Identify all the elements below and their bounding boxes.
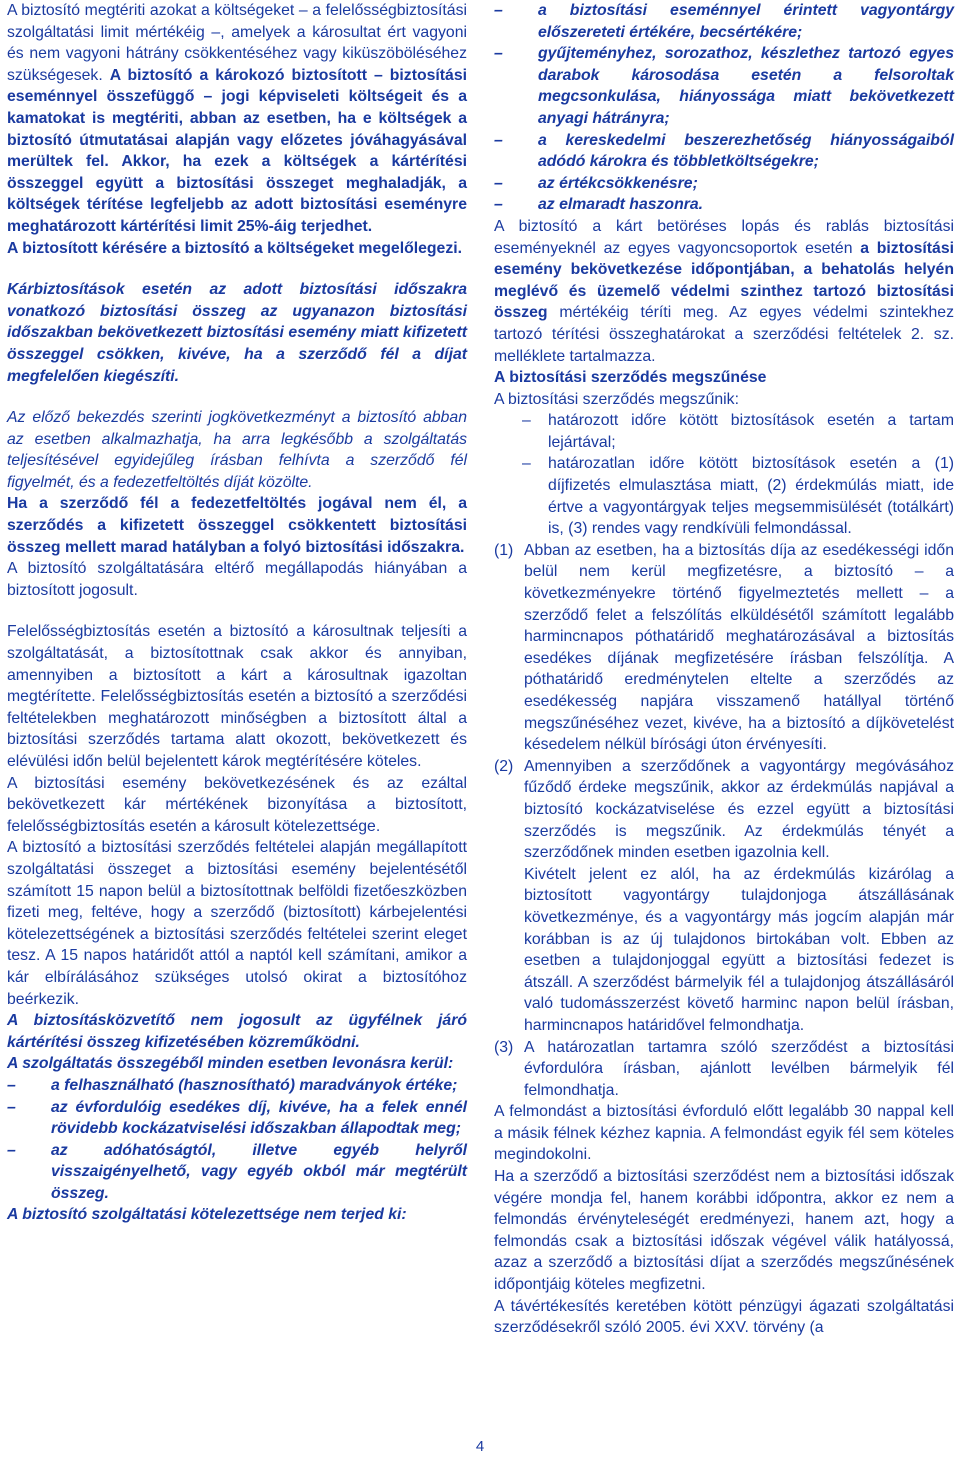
list-item	[494, 173, 954, 195]
termination-list	[494, 410, 954, 540]
left-column	[7, 0, 467, 1226]
item-text: A határozatlan tartamra szóló szerződést a biztosítási évfordulóra írásban, ajánlott levélben bármelyik fél felmondhatja.	[524, 1038, 954, 1099]
paragraph-termination-intro: A biztosítási szerződés megszűnik:	[494, 390, 739, 408]
paragraph-cost-reimbursement	[7, 0, 467, 238]
paragraph-text: A biztosító megtériti azokat a költségeket – a felelősségbiztosítási szolgáltatási limit mértékéig –, amelyek a károsultat ért vagyoni és nem vagyoni hátrány csökkentéséhez vagy kiküszöböléséhez szükségesek.	[7, 2, 467, 84]
paragraph-payment-deadline: A biztosító a biztosítási szerződés feltételei alapján megállapított szolgáltatási összeget a biztosítási esemény bejelentésétől számított 15 napon belül a biztosítottnak belföldi fizetőeszközben fizeti meg, feltéve, hogy a szerződő (biztosított) kárbejelentési kötelezettségének a biztosítási szerződés feltételei szerint eleget tesz. A 15 napos határidőt attól a naptól kell számítani, amikor a kár elbírálásához szükséges utolsó okirat a biztosítóhoz beérkezik.	[7, 839, 467, 1008]
paragraph-text: mértékéig téríti meg. Az egyes védelmi szintekhez tartozó térítési összeghatárokat a szerződési feltételek 2. sz. melléklete tartalmazza.	[494, 304, 954, 365]
paragraph-text: A biztosító a kárt betöréses lopás és rablás biztosítási eseményeknél az egyes vagyoncsoportok esetén	[494, 217, 954, 257]
list-item	[494, 194, 954, 216]
paragraph-early-termination: Ha a szerződő a biztosítási szerződést nem a biztosítási időszak végére mondja fel, hanem korábbi időpontra, akkor ez nem a felmondás érvényteleségét eredményezi, hanem azt, hogy a felmondás csak a biztosítási időszak végével válik hatályossá, azaz a szerződő a biztosítási díjat a szerződés megszűnésének időpontjáig köteles megfizetni.	[494, 1168, 954, 1294]
paragraph-burden-of-proof: A biztosítási esemény bekövetkezésének és az ezáltal bekövetkezett kár mértékének bizonyítása a biztosított, felelősségbiztosítás esetén a károsult kötelezettsége.	[7, 774, 467, 835]
deductions-list	[7, 1075, 467, 1205]
list-item	[494, 43, 954, 129]
section-heading: A biztosítási szerződés megszűnése	[494, 369, 767, 387]
paragraph-burglary-limit	[494, 216, 954, 367]
paragraph-notice-period: A felmondást a biztosítási évforduló előtt legalább 30 nappal kell a másik félnek kézhez kapnia. A felmondást egyik fél sem köteles megindokolni.	[494, 1103, 954, 1164]
list-item-text: az évfordulóig esedékes díj, kivéve, ha a felek ennél rövidebb kockázatviselési időszakban állapodtak meg;	[51, 1098, 467, 1138]
paragraph-intermediary: A biztosításközvetítő nem jogosult az ügyfélnek járó kártérítési összeg kifizetésében közreműködni.	[7, 1012, 467, 1051]
list-item-text: az értékcsökkenésre;	[538, 174, 698, 192]
list-item	[494, 0, 954, 43]
dash-marker: –	[7, 1098, 16, 1116]
list-item-text: az adóhatóságtól, illetve egyéb helyről visszaigényelhető, vagy egyéb okból már megtérült összeg.	[51, 1141, 467, 1202]
dash-marker: –	[494, 196, 503, 214]
dash-marker: –	[522, 412, 531, 430]
list-item-text: az elmaradt haszonra.	[538, 196, 704, 214]
list-item-text: határozott időre kötött biztosítások esetén a tartam lejártával;	[548, 412, 954, 451]
numbered-item-2	[494, 756, 954, 864]
numbered-item-1	[494, 540, 954, 756]
list-item-text: a kereskedelmi beszerezhetőség hiányosságaiból adódó károkra és többletköltségekre;	[538, 131, 954, 171]
paragraph-text: Felelősségbiztosítás esetén a biztosító a szerződési feltételekben meghatározott minőségben a biztosított által a biztosítási szerződés tartama alatt okozott, bekövetkezett és elévülési időn belül bejelentett károk megtérítésére köteles.	[7, 688, 467, 770]
numbered-item-2-continuation: Kivételt jelent ez alól, ha az érdekmúlás kizárólag a biztosított vagyontárgy tulajdonjoga átszállásának következménye, és a vagyontárgy más jogcím alapján már korábban is az új tulajdonos birtokában volt. Ebben az esetben a tulajdonjoggal együtt a biztosítási fedezet is átszáll. A szerződést bármelyik fél a tulajdonjog átszállásáról való tudomásszerzést követő harminc napon belül írásban, harmincnapos határidővel felmondhatja.	[524, 865, 954, 1034]
item-number: (3)	[494, 1038, 514, 1056]
list-item	[7, 1075, 467, 1097]
list-item-text: a biztosítási eseménnyel érintett vagyontárgy előszereteti értékére, becsértékére;	[538, 2, 954, 41]
paragraph-text: Felelősségbiztosítás esetén a biztosító a károsultnak teljesíti a szolgáltatását, a biztosítottnak csak akkor és annyiban, amennyiben a biztosított a kárt a károsultnak igazoltan megtérítette.	[7, 623, 467, 706]
list-item	[494, 130, 954, 173]
dash-marker: –	[7, 1076, 16, 1094]
dash-marker: –	[494, 131, 503, 149]
item-number: (1)	[494, 541, 514, 559]
paragraph-distance-selling: A távértékesítés keretében kötött pénzügyi ágazati szolgáltatási szerződésekről szóló 2005. évi XXV. törvény (a	[494, 1297, 954, 1337]
list-item	[494, 453, 954, 539]
list-item-text: gyűjteményhez, sorozathoz, készlethez tartozó egyes darabok károsodása esetén a felsoroltak megcsonkulása, hiányossága miatt bekövetkezett anyagi hátrányra;	[538, 45, 954, 127]
item-text: Abban az esetben, ha a biztosítás díja az esedékességi időn belül nem kerül megfizetésre, a biztosító – a következményekre történő figyelmeztetés mellett – a szerződő felet a felszólítás elküldésétől számított legalább harmincnapos póthatáridő meghatározásával a biztosítás esedékes díjának megfizetésére írásban felszólítja. A póthatáridő eredménytelen eltelte a szerződés az esedékesség napjára visszamenő hatállyal történő megszűnéséhez vezet, kivéve, ha a biztosító a díjkövetelést késedelem nélkül bírósági úton érvényesíti.	[524, 541, 954, 754]
paragraph-entitled-party: A biztosító szolgáltatására eltérő megállapodás hiányában a biztosított jogosult.	[7, 560, 467, 599]
exclusions-list	[494, 0, 954, 216]
list-item	[494, 410, 954, 453]
dash-marker: –	[494, 174, 503, 192]
list-item	[7, 1097, 467, 1140]
paragraph-sum-reduction: Kárbiztosítások esetén az adott biztosítási időszakra vonatkozó biztosítási összeg az ugyanazon biztosítási időszakban bekövetkezett biztosítási esemény miatt kifizetett összeggel csökken, kivéve, ha a szerződő fél a díjat megfelelően kiegészíti.	[7, 281, 467, 385]
paragraph-advance-costs: A biztosított kérésére a biztosító a költségeket megelőlegezi.	[7, 239, 463, 257]
dash-marker: –	[7, 1141, 16, 1159]
item-text: Amennyiben a szerződőnek a vagyontárgy megóvásához fűződő érdeke megszűnik, akkor az érdekmúlás napjával a biztosító kockázatviselése és ezzel együtt a biztosítási szerződés is megszűnik. Az érdekmúlás tényét a szerződőnek minden esetben igazolnia kell.	[524, 757, 954, 862]
dash-marker: –	[522, 455, 531, 473]
right-column	[494, 0, 954, 1339]
list-item-text: a felhasználható (hasznosítható) maradványok értéke;	[51, 1076, 458, 1094]
page-number: 4	[475, 1438, 485, 1455]
paragraph-legal-consequence: Az előző bekezdés szerinti jogkövetkezményt a biztosító abban az esetben alkalmazhatja, ha arra legkésőbb a szolgáltatás teljesítésével egyidejűleg írásban felhívta a szerződő fél figyelmét, és a fedezetfeltöltés díját közölte.	[7, 409, 467, 491]
paragraph-deductions-intro: A szolgáltatás összegéből minden esetben levonásra kerül:	[7, 1055, 454, 1073]
paragraph-coverage-refill: Ha a szerződő fél a fedezetfeltöltés jogával nem él, a szerződés a kifizetett összeggel csökkentett biztosítási összeg mellett marad hatályban a folyó biztosítási időszakra.	[7, 495, 467, 556]
dash-marker: –	[494, 2, 503, 19]
dash-marker: –	[494, 45, 503, 63]
paragraph-text-bold: a biztosítási esemény bekövetkezése időpontjában, a behatolás helyén meglévő és üzemelő védelmi szinthez tartozó biztosítási összeg	[494, 239, 954, 322]
list-item-text: határozatlan időre kötött biztosítások esetén a (1) díjfizetés elmulasztása miatt, (2) érdekmúlás miatt, ide értve a vagyontárgyak teljes megsemmisülését (totálkárt) is, (3) rendes vagy rendkívüli felmondással.	[548, 455, 954, 538]
paragraph-text-bold: A biztosító a károkozó biztosított – biztosítási eseménnyel összefüggő – jogi képviseleti költségeit és a kamatokat is megtériti, abban az esetben, ha e költségek a biztosító útmutatásai alapján vagy előzetes jóváhagyásával merültek fel. Akkor, ha ezek a költségek a kártérítési összeggel együtt a biztosítási összeget meghaladják, a költségek térítése legfeljebb az adott biztosítási eseményre meghatározott kártérítési limit 25%-áig terjedhet.	[7, 66, 468, 235]
paragraph-exclusions-intro: A biztosító szolgáltatási kötelezettsége nem terjed ki:	[7, 1206, 407, 1224]
paragraph-liability-insurance	[7, 621, 467, 772]
list-item	[7, 1140, 467, 1205]
item-number: (2)	[494, 757, 514, 775]
numbered-item-3	[494, 1037, 954, 1102]
